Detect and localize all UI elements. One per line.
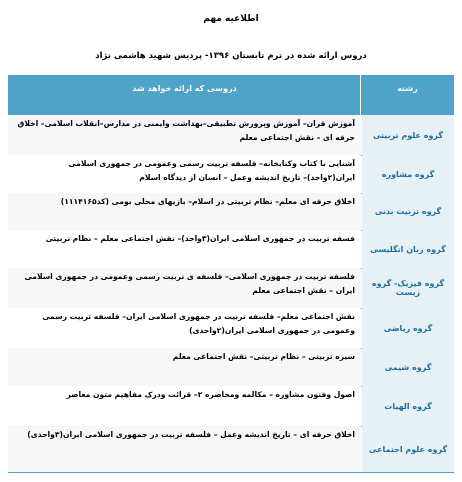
group-cell: گروه مشاوره: [362, 155, 454, 193]
group-cell: گروه علوم تربیتی: [362, 115, 454, 155]
header-group-column: رشته: [397, 84, 418, 93]
table-header: [8, 75, 454, 115]
group-cell: گروه تربیت بدنی: [362, 193, 454, 230]
table-row: [8, 426, 454, 472]
table-row: [8, 268, 454, 308]
table-row: [8, 308, 454, 348]
table-bottom-border: [8, 472, 454, 473]
courses-cell: آشنایی با کتاب وکتابخانه– فلسفه تربیت رسمی وعمومی در جمهوری اسلامی ایران(۲واحد)– تاریخ اندیشه وعمل – انسان از دیدگاه اسلام: [8, 155, 361, 193]
courses-table: [8, 75, 454, 477]
group-cell: گروه ریاضی: [362, 308, 454, 348]
group-cell: گروه زبان انگلیسی: [362, 230, 454, 268]
group-cell: گروه علوم اجتماعی: [362, 426, 454, 472]
page-subtitle: دروس ارائه شده در ترم تابستان ۱۳۹۶- پردیس شهید هاشمی نژاد: [95, 51, 367, 61]
group-cell: گروه فیزیک- گروه زیست: [362, 268, 454, 308]
group-cell: گروه شیمی: [362, 348, 454, 386]
table-row: [8, 193, 454, 230]
header-courses-column: دروسی که ارائه خواهد شد: [132, 84, 237, 93]
courses-cell: اخلاق حرفه ای – تاریخ اندیشه وعمل – فلسفه تربیت در جمهوری اسلامی ایران(۳واحدی): [8, 426, 361, 472]
courses-cell: نقش اجتماعی معلم– فلسفه تربیت در جمهوری اسلامی ایران– فلسفه تربیت رسمی وعمومی در جمهوری اسلامی ایران(۲واحدی): [8, 308, 361, 348]
table-row: [8, 386, 454, 426]
group-cell: گروه الهیات: [362, 386, 454, 426]
courses-cell: سیره تربیتی – نظام تربیتی– نقش اجتماعی معلم: [8, 348, 361, 386]
courses-cell: فلسفه تربیت در جمهوری اسلامی– فلسفه ی تربیت رسمی وعمومی در جمهوری اسلامی ایران – نقش اجتماعی معلم: [8, 268, 361, 308]
courses-cell: اخلاق حرفه ای معلم– نظام تربیتی در اسلام– بازیهای محلی بومی (کد۱۱۱۴۱۶۵): [8, 193, 361, 230]
table-row: [8, 115, 454, 155]
table-row: [8, 230, 454, 268]
courses-cell: اصول وفنون مشاوره – مکالمه ومحاضره ۲– قرائت ودرک مفاهیم متون معاصر: [8, 386, 361, 426]
page-title: اطلاعیه مهم: [203, 14, 259, 24]
table-row: [8, 348, 454, 386]
courses-cell: آموزش قران– آموزش وپرورش تطبیقی–بهداشت وایمنی در مدارس–انقلاب اسلامی– اخلاق حرفه ای – نقش اجتماعی معلم: [8, 115, 361, 155]
courses-cell: فسفه تربیت در جمهوری اسلامی ایران(۳واحد)– نقش اجتماعی معلم – نظام تربیتی: [8, 230, 361, 268]
table-row: [8, 155, 454, 193]
